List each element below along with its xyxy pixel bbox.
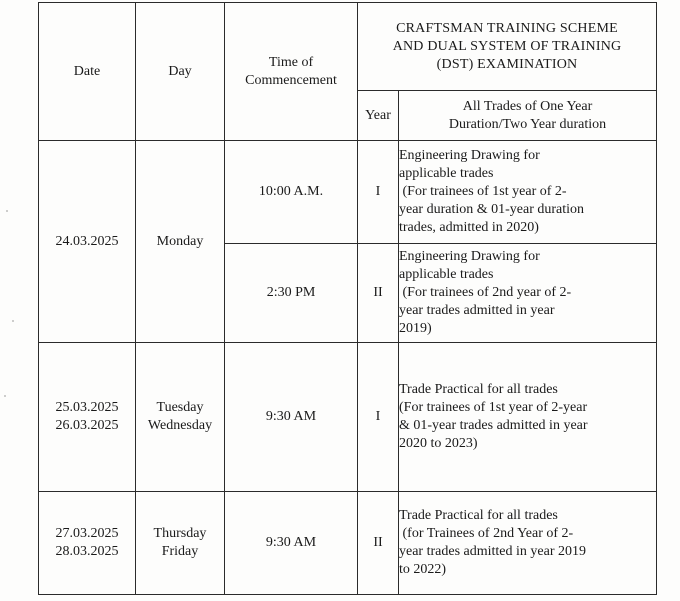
header-row	[39, 3, 657, 91]
description-line: year trades admitted in year	[399, 303, 555, 318]
table-row	[39, 492, 657, 595]
date-cell	[39, 141, 136, 343]
description-line: (for Trainees of 2nd Year of 2-	[399, 526, 574, 541]
year-header: Year	[358, 91, 399, 141]
description-line: year duration & 01-year duration	[399, 202, 585, 217]
day-value: Friday	[161, 544, 199, 559]
description-line: Engineering Drawing for	[399, 148, 540, 163]
day-cell	[136, 141, 225, 343]
trades-header	[399, 91, 657, 141]
scan-speck	[6, 210, 8, 212]
trade-description-cell	[399, 244, 657, 343]
day-cell	[136, 492, 225, 595]
time-cell: 9:30 AM	[225, 492, 358, 595]
description-line: Trade Practical for all trades	[399, 382, 558, 397]
exam-schedule-table	[38, 2, 657, 595]
time-cell: 9:30 AM	[225, 343, 358, 492]
trade-description-cell	[399, 343, 657, 492]
day-value: Tuesday	[156, 400, 204, 415]
trade-description-cell	[399, 141, 657, 244]
date-value: 26.03.2025	[55, 418, 119, 433]
description-line: Trade Practical for all trades	[399, 508, 558, 523]
description-line: to 2022)	[399, 562, 447, 577]
time-header	[225, 3, 358, 141]
time-cell: 10:00 A.M.	[225, 141, 358, 244]
date-value: 27.03.2025	[55, 526, 119, 541]
scheme-header	[358, 3, 657, 91]
day-value: Monday	[156, 233, 204, 249]
day-cell	[136, 343, 225, 492]
scan-speck	[12, 320, 14, 322]
table-row	[39, 343, 657, 492]
date-cell	[39, 343, 136, 492]
trades-header-line: Duration/Two Year duration	[448, 116, 607, 132]
date-value: 25.03.2025	[55, 400, 119, 415]
scheme-header-line: AND DUAL SYSTEM OF TRAINING	[392, 38, 622, 54]
description-line: Engineering Drawing for	[399, 249, 540, 264]
description-line: applicable trades	[399, 166, 494, 181]
year-cell: I	[358, 141, 399, 244]
description-line: 2020 to 2023)	[399, 436, 478, 451]
trades-header-line: All Trades of One Year	[462, 98, 593, 114]
description-line: & 01-year trades admitted in year	[399, 418, 588, 433]
description-line: year trades admitted in year 2019	[399, 544, 586, 559]
description-line: (For trainees of 1st year of 2-year	[399, 400, 588, 415]
scheme-header-line: CRAFTSMAN TRAINING SCHEME	[396, 20, 618, 36]
description-line: (For trainees of 1st year of 2-	[399, 184, 567, 199]
description-line: (For trainees of 2nd year of 2-	[399, 285, 572, 300]
year-cell: II	[358, 492, 399, 595]
day-header: Day	[136, 3, 225, 141]
date-header: Date	[39, 3, 136, 141]
date-value: 24.03.2025	[55, 233, 119, 249]
year-cell: I	[358, 343, 399, 492]
description-line: trades, admitted in 2020)	[399, 220, 539, 235]
scan-speck	[4, 395, 6, 397]
description-line: 2019)	[399, 321, 432, 336]
day-value: Thursday	[153, 526, 207, 541]
trade-description-cell	[399, 492, 657, 595]
time-header-line: Commencement	[245, 72, 337, 88]
table-row	[39, 141, 657, 244]
date-cell	[39, 492, 136, 595]
time-cell: 2:30 PM	[225, 244, 358, 343]
description-line: applicable trades	[399, 267, 494, 282]
scheme-header-line: (DST) EXAMINATION	[436, 56, 578, 72]
year-cell: II	[358, 244, 399, 343]
day-value: Wednesday	[147, 418, 213, 433]
date-value: 28.03.2025	[55, 544, 119, 559]
time-header-line: Time of	[268, 54, 314, 70]
